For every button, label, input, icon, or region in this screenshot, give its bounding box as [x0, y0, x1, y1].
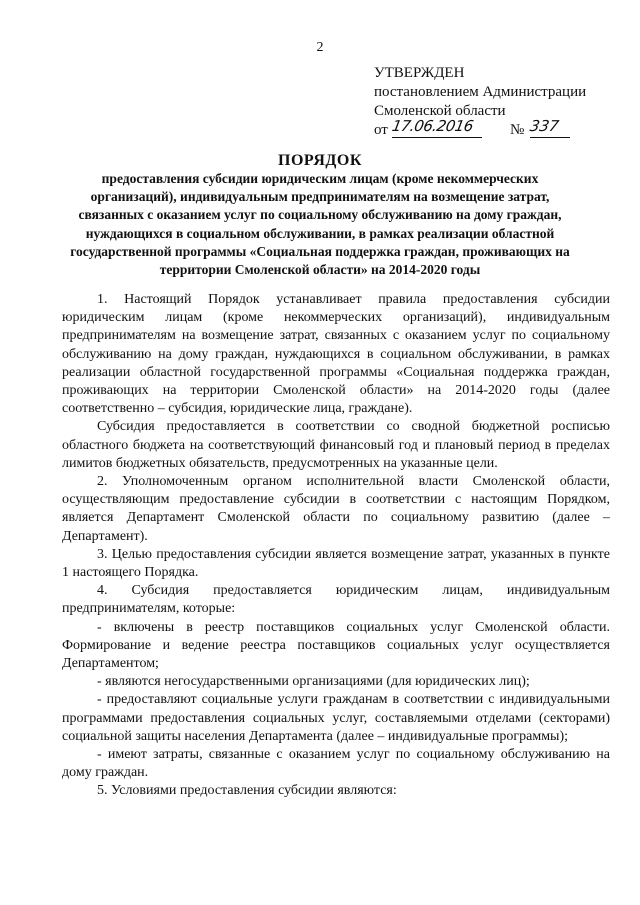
paragraph: - имеют затраты, связанные с оказанием услуг по социальному обслуживанию на дому граждан.	[62, 747, 610, 781]
document-subtitle: предоставления субсидии юридическим лицам (кроме некоммерческих организаций), индивидуальным предпринимателям на возмещение затрат, связанных с оказанием услуг по социальному обслуживанию на дому граждан, нуждающихся в социальном обслуживании, в рамках реализации областной государственной программы «Социальная поддержка граждан, проживающих на территории Смоленской области» на 2014-2020 годы	[70, 171, 570, 278]
paragraph: 1. Настоящий Порядок устанавливает правила предоставления субсидии юридическим лицам (кроме некоммерческих организаций), индивидуальным предпринимателям на возмещение затрат, связанных с оказанием услуг по социальному обслуживанию на дому граждан, нуждающихся в социальном обслуживании, в рамках реализации областной государственной программы «Социальная поддержка граждан, проживающих на территории Смоленской области» на 2014-2020 годы (далее соответственно – субсидия, юридические лица, граждане).	[62, 292, 610, 417]
paragraph: - являются негосударственными организациями (для юридических лиц);	[97, 674, 530, 690]
page-number: 2	[316, 40, 324, 55]
paragraph: - включены в реестр поставщиков социальных услуг Смоленской области. Формирование и ведение реестра поставщиков социальных услуг осуществляется Департаментом;	[62, 619, 610, 672]
number-sign: №	[510, 122, 525, 138]
paragraph: 3. Целью предоставления субсидии является возмещение затрат, указанных в пункте 1 настоящего Порядка.	[62, 546, 610, 581]
approval-stamp	[374, 64, 614, 143]
approval-issuer-line: постановлением Администрации	[374, 84, 587, 100]
approval-heading: УТВЕРЖДЕН	[374, 65, 465, 81]
handwritten-number: 337	[528, 117, 561, 135]
handwritten-number-field	[530, 117, 570, 138]
paragraph: 4. Субсидия предоставляется юридическим лицам, индивидуальным предпринимателям, которые:	[62, 583, 610, 617]
approval-region-line: Смоленской области	[374, 103, 506, 119]
paragraph: 5. Условиями предоставления субсидии являются:	[97, 783, 397, 799]
handwritten-date: 17.06.2016	[390, 117, 475, 135]
paragraph: - предоставляют социальные услуги гражданам в соответствии с индивидуальными программами предоставления социальных услуг, составляемыми отделами (секторами) социальной защиты населения Департамента (далее – индивидуальные программы);	[62, 692, 610, 744]
handwritten-date-field	[392, 117, 482, 138]
approval-date-number-row	[374, 117, 614, 143]
date-prefix: от	[374, 122, 388, 138]
paragraph: Субсидия предоставляется в соответствии со сводной бюджетной росписью областного бюджета на соответствующий финансовый год и плановый период в пределах лимитов бюджетных обязательств, предусмотренных на указанные цели.	[62, 419, 610, 471]
document-body	[62, 291, 610, 801]
document-title: ПОРЯДОК	[278, 152, 362, 169]
paragraph: 2. Уполномоченным органом исполнительной власти Смоленской области, осуществляющим предоставление субсидии в соответствии с настоящим Порядком, является Департамент Смоленской области по социальному развитию (далее – Департамент).	[62, 474, 610, 544]
